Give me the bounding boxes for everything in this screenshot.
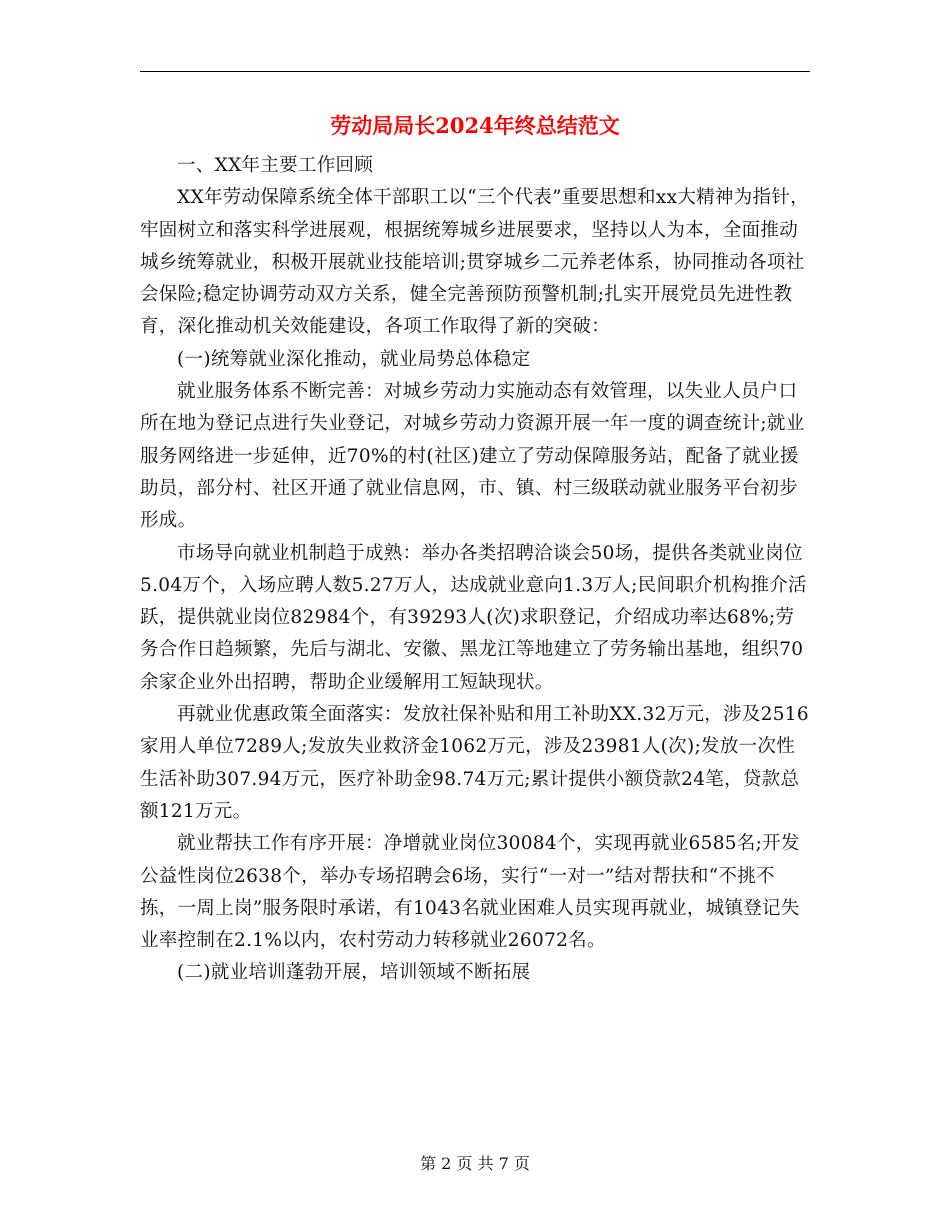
subsection-heading: (二)就业培训蓬勃开展，培训领域不断拓展 bbox=[177, 962, 531, 984]
subsection-heading: (一)统筹就业深化推动，就业局势总体稳定 bbox=[177, 348, 531, 370]
body-paragraph: 就业帮扶工作有序开展：净增就业岗位30084个，实现再就业6585名;开发公益性岗位2638个，举办专场招聘会6场，实行“一对一”结对帮扶和“不挑不拣，一周上岗”服务限时承诺，有1043名就业困难人员实现再就业，城镇登记失业率控制在2.1%以内，农村劳动力转移就业26072名。 bbox=[140, 833, 800, 952]
document-title: 劳动局局长2024年终总结范文 bbox=[330, 113, 620, 138]
header-rule bbox=[140, 71, 810, 72]
body-paragraph: 再就业优惠政策全面落实：发放社保补贴和用工补助XX.32万元，涉及2516家用人单位7289人;发放失业救济金1062万元，涉及23981人(次);发放一次性生活补助307.94万元，医疗补助金98.74万元;累计提供小额贷款24笔，贷款总额121万元。 bbox=[140, 704, 809, 822]
body-paragraph: 就业服务体系不断完善：对城乡劳动力实施动态有效管理，以失业人员户口所在地为登记点进行失业登记，对城乡劳动力资源开展一年一度的调查统计;就业服务网络进一步延伸，近70%的村(社区)建立了劳动保障服务站，配备了就业援助员，部分村、社区开通了就业信息网，市、镇、村三级联动就业服务平台初步形成。 bbox=[140, 381, 805, 532]
section-heading: 一、XX年主要工作回顾 bbox=[177, 155, 374, 176]
page-number: 第 2 页 共 7 页 bbox=[420, 1154, 530, 1173]
body-paragraph: XX年劳动保障系统全体干部职工以“三个代表”重要思想和xx大精神为指针，牢固树立和落实科学进展观，根据统筹城乡进展要求，坚持以人为本，全面推动城乡统筹就业，积极开展就业技能培训;贯穿城乡二元养老体系，协同推动各项社会保险;稳定协调劳动双方关系，健全完善预防预警机制;扎实开展党员先进性教育，深化推动机关效能建设，各项工作取得了新的突破： bbox=[140, 187, 809, 338]
body-paragraph: 市场导向就业机制趋于成熟：举办各类招聘洽谈会50场，提供各类就业岗位5.04万个，入场应聘人数5.27万人，达成就业意向1.3万人;民间职介机构推介活跃，提供就业岗位82984个，有39293人(次)求职登记，介绍成功率达68%;劳务合作日趋频繁，先后与湖北、安徽、黑龙江等地建立了劳务输出基地，组织70余家企业外出招聘，帮助企业缓解用工短缺现状。 bbox=[140, 542, 807, 693]
document-body bbox=[140, 150, 810, 990]
